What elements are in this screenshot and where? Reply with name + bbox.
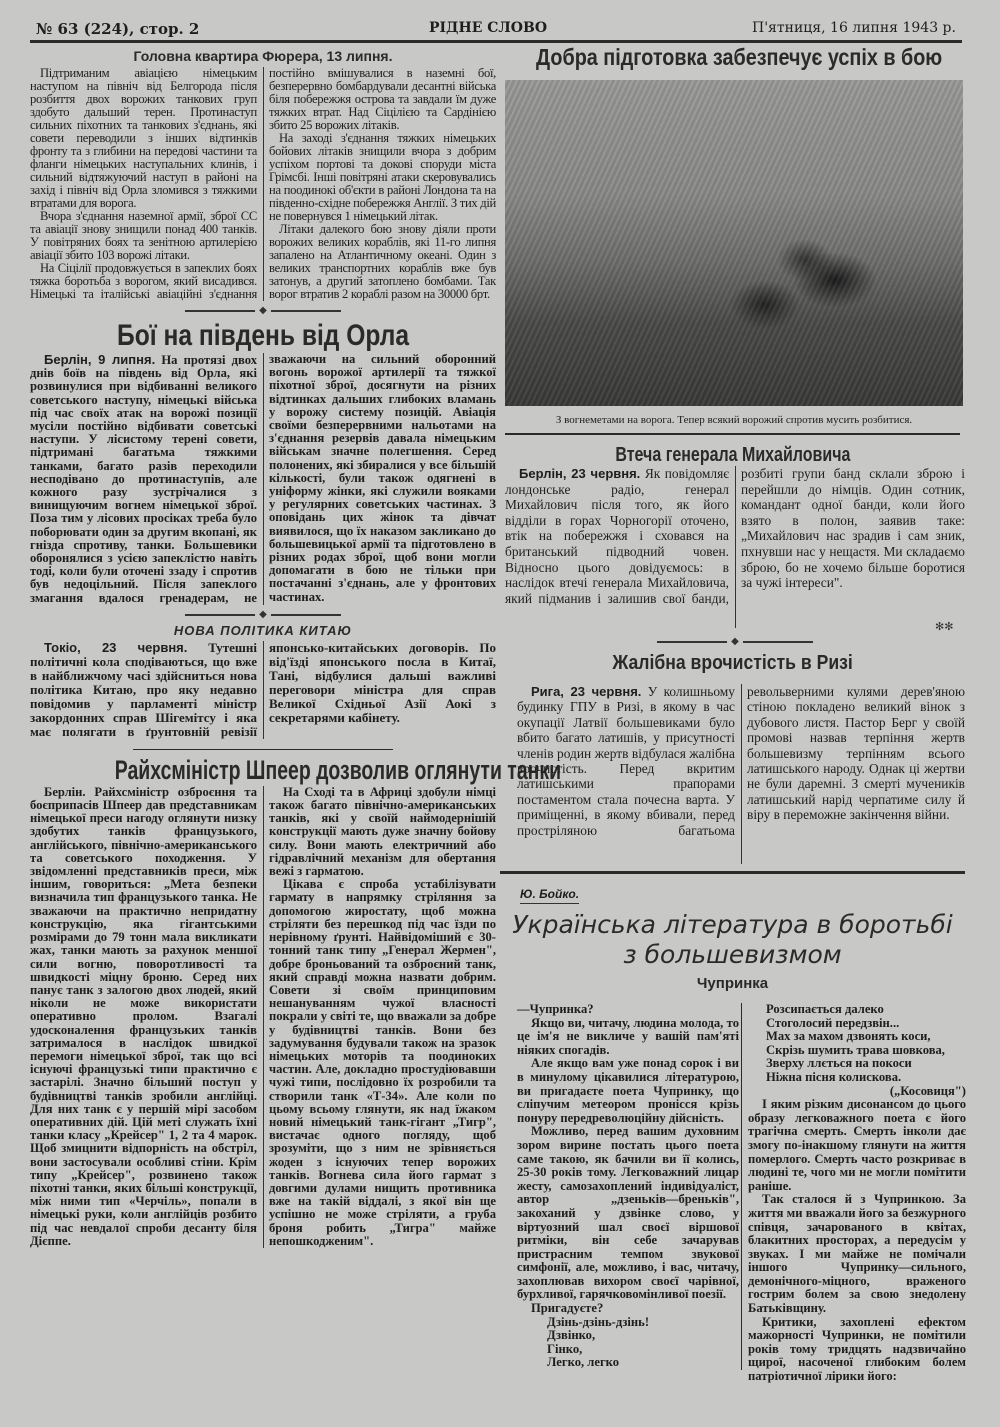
poem-excerpt: Дзінь-дзінь-дзінь! Дзвінко, Гінко, Легко, легко	[547, 1314, 650, 1370]
photo-caption: З вогнеметами на ворога. Тепер всякий ворожий спротив мусить розбитися.	[555, 414, 913, 426]
orel-body	[30, 353, 496, 605]
masthead-rule	[30, 40, 962, 43]
issue-number: № 63 (224), стор. 2	[36, 20, 200, 38]
paragraph: Вчора з'єднання наземної армії, зброї СС та авіації знову знищили понад 400 танків. У повітряних боях та зенітною артилерією авіації збито 103 ворожі літаки.	[30, 209, 257, 262]
paragraph: Рига, 23 червня. У колишньому будинку ГПУ в Ризі, в якому в час окупації Латвії большевиками було вбито багато латишів, у присутності членів родин жертв відбулася жалібна врочистість. Перед вкритим латишськими прапорами постаментом стала почесна варта. У приміщенні, в якому вбивали, перед простріляною багатьома револьверними кулями дерев'яною стіною покладено великий вінок з дубового листя. Пастор Берг у своїй промові назвав терпіння жертв большевизму терпінням всього латишського народу. Однак ці жертви не були даремні. З смерті мучеників латишський нарід черпатиме силу й віру в переможне закінчення війни.	[517, 684, 965, 838]
paragraph: Цікава є спроба устабілізувати гармату в напрямку стріляння за допомогою жиростату, щоб можна стріляти без перешкод під час їзди по нерівному ґрунті. Найвідоміший є 30-тонний танк типу „Генерал Жермен", добре броньований та озброєний танк, який справді можна назвати добрим. Совети зі своїм принциповим нешануванням чужої власності покрали у світі те, що вважали за добре у будівництві танків. Вони без задумування будували також на зразок німецьких моторів та поодиноких частин. Але, докладно простудіювавши чужі типи, послідовно їх розробили та створили танк «Т-34». Але коли по цьому всьому глянути, як над їжаком новий німецький танк-гігант „Тигр", вистачає одного погляду, щоб зрозуміти, що з ним не зрівняється жоден з існуючих тепер ворожих танків. Вогнева сила його гармат з довгими дулами нищить противника вже на такій віддалі, з якої він ще успішно не може стріляти, а груба броня робить „Тигра" майже непошкодженим".	[269, 877, 496, 1248]
paragraph: Підтриманим авіацією німецьким наступом на північ від Белгорода після розбиття двох ворожих танкових груп здобуто дальший терен. Протинаступ сильних піхотних та танкових з'єднань, які совети переводили з інших відтинків фронту та з глибини на передові частини та фланги німецьких наступальних клинів, і сильний відтяжуючий наступ в районі на захід і північ від Орла зломився з тяжкими втратами для ворога.	[30, 66, 257, 210]
dateline: Токіо, 23 червня.	[44, 639, 188, 655]
paragraph: Берлін, 23 червня. Як повідомляє лондонське радіо, генерал Михайлович після того, як його відділи в горах Чорногорії оточено, втік на побережжя і сховався на британський підводний човен. Відносно цього довідуємось: в наслідок втечі генерала Михайловича, який підманив і залишив свої банди, розбиті групи банд склали зброю і перейшли до німців. Один сотник, командант одної банди, коли його взято в полон, заявив таке: „Михайлович нас зрадив і сам зник, пхнувши нас у нещастя. Ми складаємо зброю, бо не хочемо більше боротися за чужі інтереси".	[505, 466, 965, 606]
poem-source: („Косовиця")	[889, 1083, 966, 1098]
dateline: Берлін.	[44, 784, 86, 799]
dateline: Берлін, 23 червня.	[519, 466, 641, 481]
paragraph: І яким різким дисонансом до цього образу легковажного поета є його трагічна смерть. Смерть інколи дає змогу по-інакшому глянути на життя померлого. Смерть часто розкриває в людині те, чого ми не могли помітити раніше.	[748, 1097, 966, 1193]
poem-kosovytsia: Розсипається далеко Стоголосий передзвін... Мах за махом дзвонять коси, Скрізь шумить трава шовкова, Зверху ллється на покоси Ніжна пісня колискова. („Косовиця")	[766, 1002, 966, 1098]
paragraph: Літаки далекого бою знову діяли проти ворожих великих кораблів, які 11-го липня запалено на Атлантичному океані. Один з великих транспортних кораблів вже був затонув, а другий затоплено бомбами. Так ворог втратив 2 кораблі разом на 30000 брт.	[269, 222, 496, 301]
paragraph: Так сталося й з Чупринкою. За життя ми вважали його за безжурного співця, зачарованого в квітах, блакитних просторах, а передусім у звуках. І ми майже не помічали іншого Чупринку—сильного, демонічного-міцного, враженого гострим болем за свою знедолену Батьківщину.	[748, 1192, 966, 1316]
soldiers-flamethrower-photo	[505, 80, 963, 406]
riga-body	[517, 684, 965, 864]
paragraph: Берлін. Райхсміністр озброєння та боєприпасів Шпеер дав представникам німецької преси нагоду оглянути низку здобутих танків французького, англійського, північно-американського та советського походження. У звідомленні представників преси, між іншим, говориться: „Мета безпеки визначила тип французького танка. Не зважаючи на практично непридатну конструкцію, яка гігантськими розмірами до 79 тонн мала викликати жах, танки мають за рахунок меншої сили вогню, поворотливості та швидкості міцну броню. Серед них панує танк з залогою двох людей, який ніколи не може використати оперативно пролом. Взагалі удосконалення французьких танків затрималося в наслідок швидкої перемоги німецької зброї, так що всі існуючі французькі типи практично є застарілі. Значно більший поступ у будівництві танків зробили англійці. Для них танк є у першій мірі засобом оперативних дій. Цій меті служать їхні танки класу „Крейсер" 1, 2 та 4 марок. Щоб змицнити відпорність на обстріл, вони застосували особливі стіни. Крім типу „Крейсер", розвинено також піхотні танки, яких більші конструкції, між ними тип «Черчіль», попали в німецькі руки, коли англійців розбито під час невдалої спроби десанту біля Дієппе.	[30, 784, 257, 1248]
paragraph: Токіо, 23 червня. Тутешні політичні кола сподіваються, що вже в найближчому часі здійсниться нова політика Китаю, про яку недавно повідомив у парламенті міністр закордонних справ Шігемітсу і яка має полягати в ґрунтовній ревізії японсько-китайських договорів. По від'їзді японського посла в Китаї, Тані, відбулися дальші важливі переговори міністра для справ Великої Східньої Азії Аокі з секретарями кабінету.	[30, 639, 496, 739]
literature-subtitle: Чупринка	[696, 975, 769, 992]
paragraph: На Сході та в Африці здобули німці також багато північно-американських танків, які у своїй наймодернішій конструкції мають дуже значну бойову силу. Вони мають електричний або гідравлічний механізм для обертання вежі з гарматою.	[269, 784, 496, 879]
mihailovic-headline: Втеча генерала Михайловича	[615, 444, 851, 466]
photo-headline: Добра підготовка забезпечує успіх в бою	[536, 44, 943, 70]
author-byline: Ю. Бойко.	[520, 887, 579, 904]
paragraph: На заході з'єднання тяжких німецьких бойових літаків знищили вчора з добрим успіхом портові та докові споруди міста Грімсбі. Інші повітряні атаки скеровувались на поодинокі об'єкти в районі Лондона та на південно-східне побережжя Англії. З тих дій не повернувся 1 німецький літак.	[269, 131, 496, 223]
ornament-divider: ◆	[505, 636, 965, 646]
ornament-divider: ◆	[28, 609, 498, 619]
dateline: Рига, 23 червня.	[531, 684, 642, 699]
paragraph: На Сіцілії продовжується в запеклих боях тяжка боротьба з ворогом, який висадився. Німецькі та італійські авіаційні з'єднання постійно вмішувалися в наземні бої, безперервно бомбардували десантні війська біля побережжя острова та завдали їм дуже тяжких втрат. Над Сіцілією та Сардінією збито 25 ворожих літаків.	[30, 66, 496, 301]
hq-body	[30, 67, 496, 301]
china-headline: НОВА ПОЛІТИКА КИТАЮ	[173, 622, 353, 638]
column-rule	[741, 1003, 742, 1370]
paragraph: —Чупринка?	[517, 1002, 594, 1016]
paragraph: Берлін, 9 липня. На протязі двох днів боїв на південь від Орла, які розвинулися при відбиванні великого советського наступу, німецькі війська під час своїх атак на ворожі позиції мусіли постійно відбивати советські наступи. У лісистому терені совети, підтримані багатьма тяжкими танками, багато разів переходили несподівано до протинаступів, але кожного разу зустрічалися з винищуючим вогнем німецької зброї. Поза тим у лісових просіках треба було поборювати один за другим вкопані, як гнізда спротиву, танки. Большевики оборонялися з усією запеклістю навіть тоді, коли були оточені ззаду і спротив був недоцільний. Після запеклого змагання вдалося гренадерам, не зважаючи на сильний оборонний вогонь ворожої артилерії та тяжкої піхотної зброї, досягнути на різних відтинках дальших глибоких вламань у ворожу систему позицій. Авіація своїми безперервними нальотами на з'єднання резервів давала німецьким військам значне полегшення. Серед полонених, які збиралися у все більшій кількості, були також одягнені в уніформу жінки, які служили вояками у регулярних советських частинах. З оповідань цих жінок та дівчат виявилося, що їх наказом закликано до большевицької армії та підготовлено в різних родах зброї, щоб вони могли допомагати в бою не тільки при постачанні з'єднань, але у фронтових частинах.	[30, 352, 496, 605]
literature-title: Українська література в боротьбі з большевизмом	[512, 910, 953, 969]
newspaper-title: РІДНЕ СЛОВО	[428, 20, 548, 36]
section-rule	[500, 871, 965, 874]
literature-right-column	[748, 1003, 966, 1384]
issue-date: П'ятниця, 16 липня 1943 р.	[752, 20, 956, 36]
divider	[133, 749, 393, 750]
end-mark: ✻✻	[935, 621, 954, 633]
riga-headline: Жалібна врочистість в Ризі	[612, 652, 854, 674]
literature-left-column	[517, 1003, 739, 1370]
divider	[505, 433, 960, 435]
paragraph: Пригадуєте?	[531, 1301, 604, 1316]
speer-body	[30, 786, 496, 1248]
dateline: Берлін, 9 липня.	[44, 352, 156, 367]
paragraph: Можливо, перед вашим духовним зором виринe постать цього поета саме такою, як бачили ви її колись, 25-30 років тому. Легковажний лицар жесту, самозахоплений індивідуаліст, автор „дзеньків—бреньків", закоханий у дзвінке слово, у віртуозний шал своєї віршової ритміки, він себе зачарував пристрасним темпом звукової симфонії, але, можливо, і вас, читачу, захоплював вихором своєї чарівної, бурхливої, гарячковомінливої поезії.	[517, 1124, 739, 1302]
hq-headline: Головна квартира Фюрера, 13 липня.	[133, 48, 393, 64]
mihailovic-body	[505, 466, 965, 628]
paragraph: Якщо ви, читачу, людина молода, то це ім'я не викличе у вашій пам'яті ніяких спогадів.	[517, 1015, 739, 1057]
speer-headline: Райхсміністр Шпеер дозволив оглянути танки	[114, 754, 562, 785]
orel-headline: Бої на південь від Орла	[116, 319, 410, 352]
paragraph: Критики, захоплені ефектом мажорності Чупринки, не помітили років тому тридцять надзвичайно щирої, насоченої глибоким болем патріотичної лірики його:	[748, 1314, 966, 1384]
ornament-divider: ◆	[28, 305, 498, 315]
china-body	[30, 641, 496, 739]
paragraph: Але якщо вам уже понад сорок і ви в минулому цікавилися літературою, ви пригадаєте поета Чупринку, що сліпучим метеором пронісся крізь понуру передреволюційну дійсність.	[517, 1056, 739, 1125]
